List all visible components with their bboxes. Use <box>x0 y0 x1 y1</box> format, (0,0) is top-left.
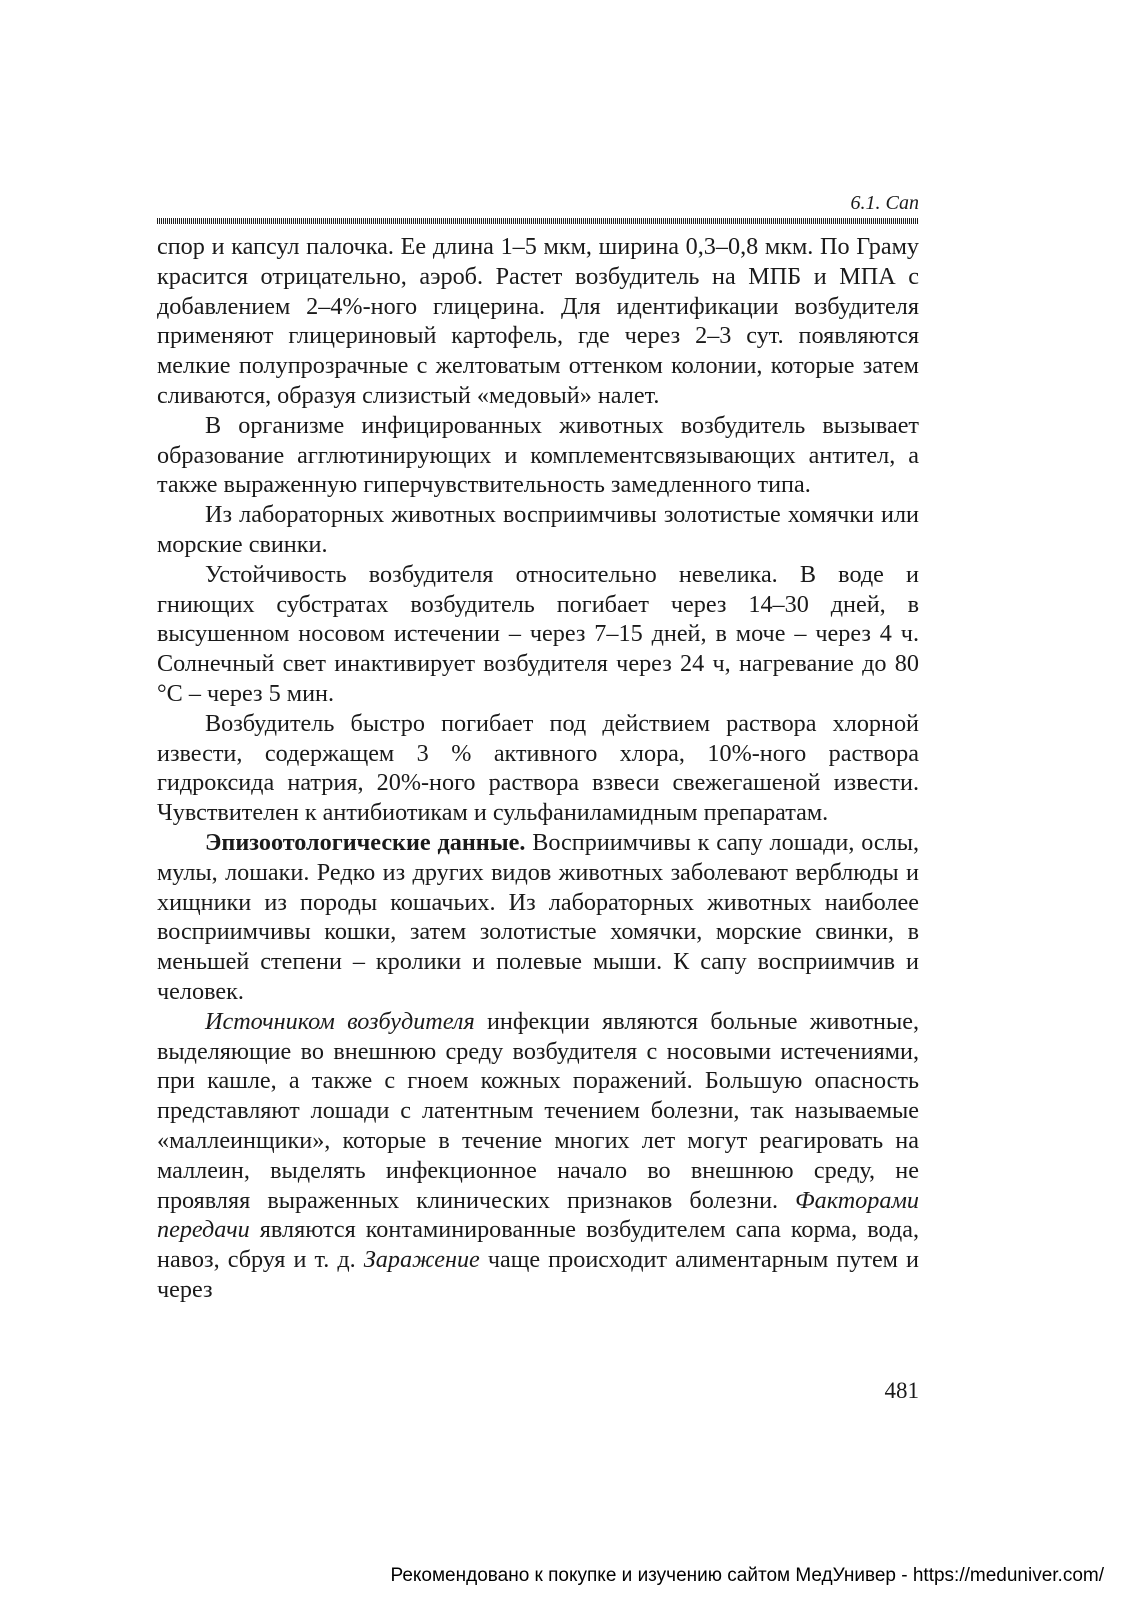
paragraph-7 <box>157 1007 919 1305</box>
footer-recommendation: Рекомендовано к покупке и изучению сайтом МедУнивер - https://meduniver.com/ <box>390 1565 1104 1586</box>
paragraph-3: Из лабораторных животных восприимчивы золотистые хомячки или морские свинки. <box>157 501 919 558</box>
page-body <box>157 232 919 1305</box>
paragraph-6 <box>157 828 919 1007</box>
paragraph-1: спор и капсул палочка. Ее длина 1–5 мкм, ширина 0,3–0,8 мкм. По Граму красится отрицательно, аэроб. Растет возбудитель на МПБ и МПА с добавлением 2–4%-ного глицерина. Для идентификации возбудителя применяют глицериновый картофель, где через 2–3 сут. появляются мелкие полупрозрачные с желтоватым оттенком колонии, которые затем сливаются, образуя слизистый «медовый» налет. <box>157 233 919 409</box>
paragraph-7-text-c: чаще происходит алиментарным путем и через <box>157 1246 919 1303</box>
section-lead-bold: Эпизоотологические данные. <box>205 828 526 856</box>
paragraph-6-text: Восприимчивы к сапу лошади, ослы, мулы, лошаки. Редко из других видов животных заболевают верблюды и хищники из породы кошачьих. Из лабораторных животных наиболее восприимчивы кошки, затем золотистые хомячки, морские свинки, в меньшей степени – кролики и полевые мыши. К сапу восприимчив и человек. <box>157 828 920 1005</box>
term-infection: Заражение <box>363 1246 480 1274</box>
paragraph-4: Устойчивость возбудителя относительно невелика. В воде и гниющих субстратах возбудитель погибает через 14–30 дней, в высушенном носовом истечении – через 7–15 дней, в моче – через 4 ч. Солнечный свет инактивирует возбудителя через 24 ч, нагревание до 80 °С – через 5 мин. <box>157 560 919 707</box>
paragraph-7-text-a: инфекции являются больные животные, выделяющие во внешнюю среду возбудителя с носовыми истечениями, при кашле, а также с гноем кожных поражений. Большую опасность представляют лошади с латентным течением болезни, так называемые «маллеинщики», которые в течение многих лет могут реагировать на маллеин, выделять инфекционное начало во внешнюю среду, не проявляя выраженных клинических признаков болезни. <box>157 1007 919 1214</box>
term-transmission-factors: Факторами передачи <box>157 1186 919 1244</box>
page-number: 481 <box>884 1378 919 1403</box>
running-title: 6.1. Сап <box>850 192 919 214</box>
term-source: Источником возбудителя <box>205 1007 475 1035</box>
paragraph-2: В организме инфицированных животных возбудитель вызывает образование агглютинирующих и комплементсвязывающих антител, а также выраженную гиперчувствительность замедленного типа. <box>157 411 919 499</box>
header-rule <box>157 218 919 224</box>
paragraph-5: Возбудитель быстро погибает под действием раствора хлорной извести, содержащем 3 % активного хлора, 10%-ного раствора гидроксида натрия, 20%-ного раствора взвеси свежегашеной извести. Чувствителен к антибиотикам и сульфаниламидным препаратам. <box>157 709 919 827</box>
paragraph-7-text-b: являются контаминированные возбудителем сапа корма, вода, навоз, сбруя и т. д. <box>157 1216 919 1274</box>
